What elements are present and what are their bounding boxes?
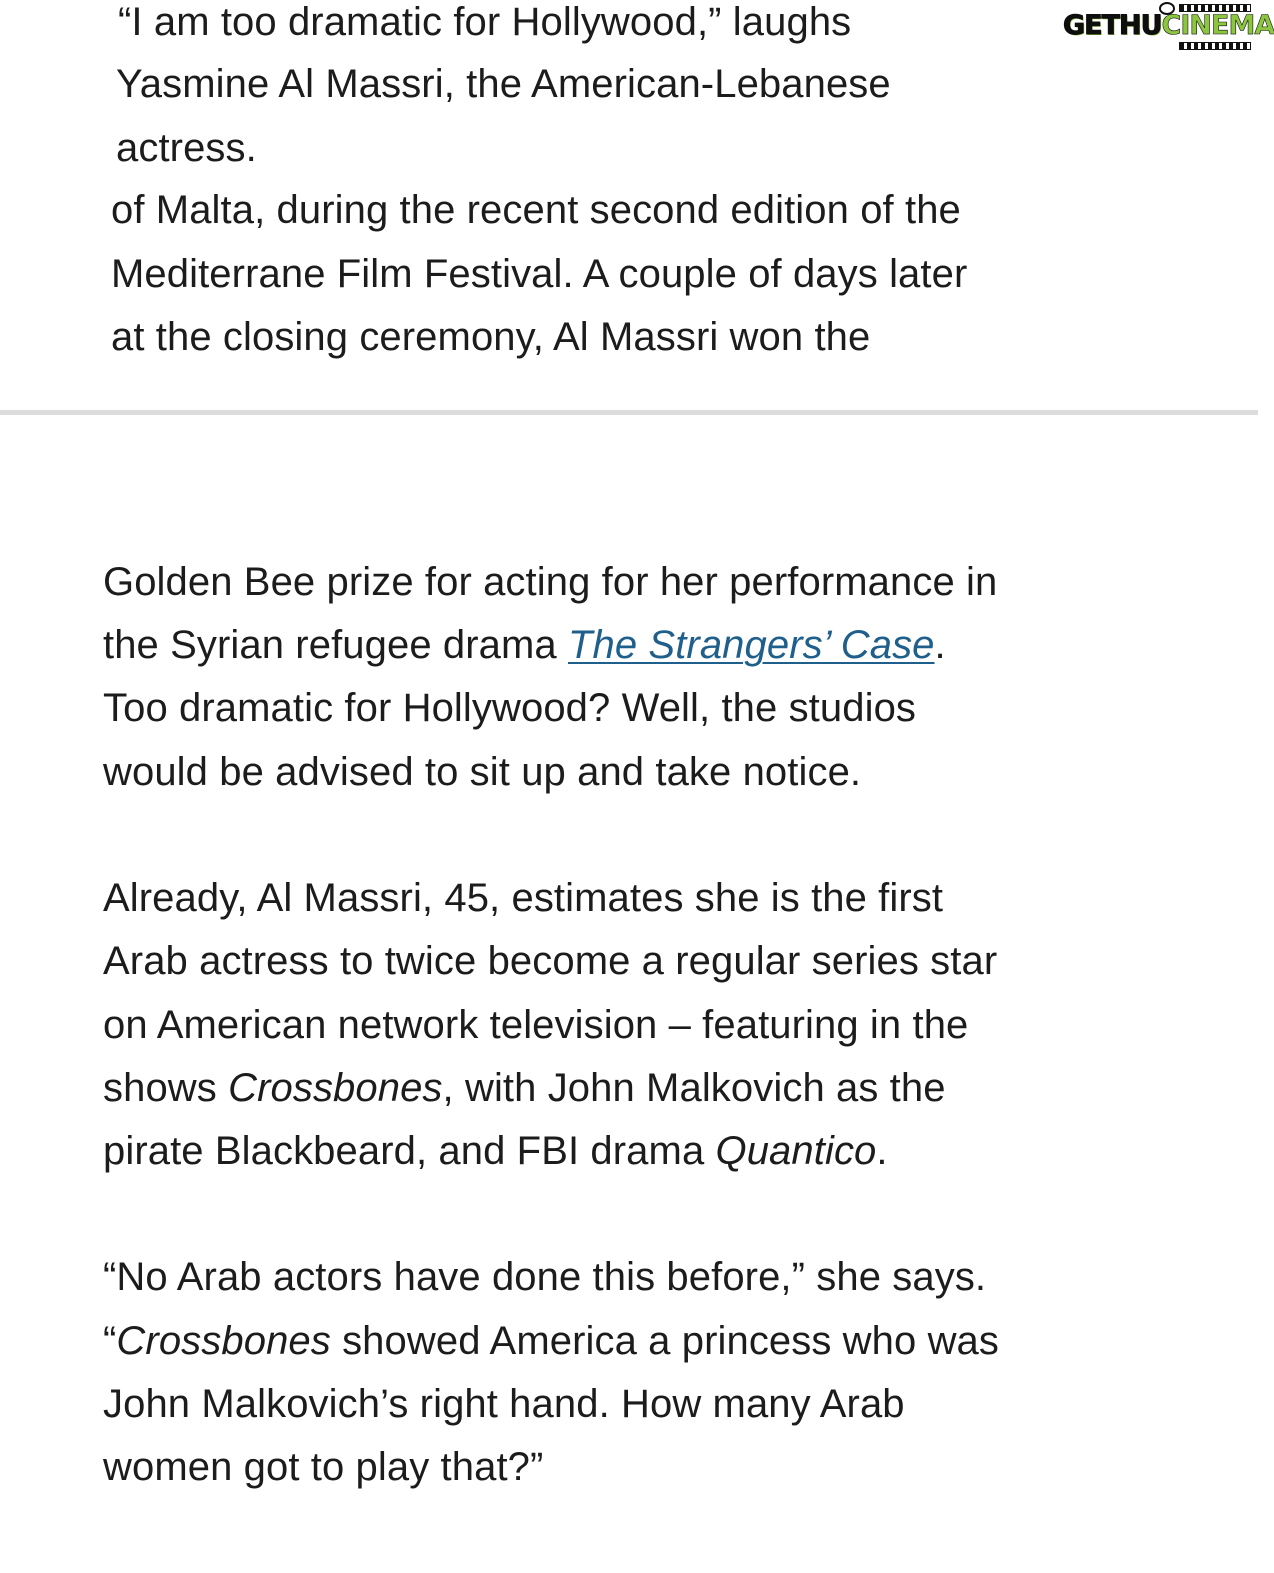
p3-line-2 (103, 1309, 999, 1373)
crossbones-title: Crossbones (228, 1066, 443, 1110)
quantico-title: Quantico (715, 1129, 877, 1173)
p1-line-4: would be advised to sit up and take notice. (103, 750, 862, 794)
p3-line-4: women got to play that?” (103, 1445, 544, 1489)
excerpt-line-6: at the closing ceremony, Al Massri won the (111, 315, 871, 359)
watermark-brand-part1: GETHU (1063, 10, 1162, 41)
excerpt-line-4: of Malta, during the recent second edition of the (111, 188, 961, 232)
p2-line-4-text: shows (103, 1066, 229, 1110)
p2-line-4 (103, 1056, 946, 1120)
excerpt-line-2: Yasmine Al Massri, the American-Lebanese (116, 62, 891, 106)
crossbones-title-2: Crossbones (116, 1319, 331, 1363)
p2-line-5-period: . (876, 1129, 888, 1173)
p1-line-2-period: . (934, 623, 946, 667)
p2-line-4-rest: , with John Malkovich as the (442, 1066, 946, 1110)
p3-line-2-rest: showed America a princess who was (330, 1319, 1000, 1363)
p2-line-3: on American network television – featuring in the (103, 1003, 969, 1047)
excerpt-line-1: “I am too dramatic for Hollywood,” laughs (118, 0, 852, 44)
the-strangers-case-link[interactable]: The Strangers’ Case (567, 623, 935, 667)
section-divider (0, 410, 1258, 415)
p2-line-1: Already, Al Massri, 45, estimates she is the first (103, 876, 944, 920)
p1-line-1: Golden Bee prize for acting for her performance in (103, 560, 998, 604)
watermark-brand-text (1063, 10, 1274, 42)
excerpt-line-5: Mediterrane Film Festival. A couple of days later (111, 252, 968, 296)
excerpt-line-3: actress. (116, 126, 257, 170)
gethucinema-watermark-logo (1063, 4, 1274, 50)
p3-line-3: John Malkovich’s right hand. How many Arab (103, 1382, 905, 1426)
p3-line-1: “No Arab actors have done this before,” she says. (103, 1255, 987, 1299)
film-strip-bottom-icon (1179, 42, 1251, 50)
p1-line-2-text: the Syrian refugee drama (103, 623, 568, 667)
p1-line-3: Too dramatic for Hollywood? Well, the studios (103, 686, 917, 730)
p1-line-2 (103, 613, 946, 677)
p2-line-5-text: pirate Blackbeard, and FBI drama (103, 1129, 716, 1173)
watermark-brand-part2: CINEMA (1161, 10, 1274, 41)
p2-line-5 (103, 1119, 888, 1183)
p3-line-2-quote: “ (103, 1319, 117, 1363)
p2-line-2: Arab actress to twice become a regular series star (103, 939, 998, 983)
